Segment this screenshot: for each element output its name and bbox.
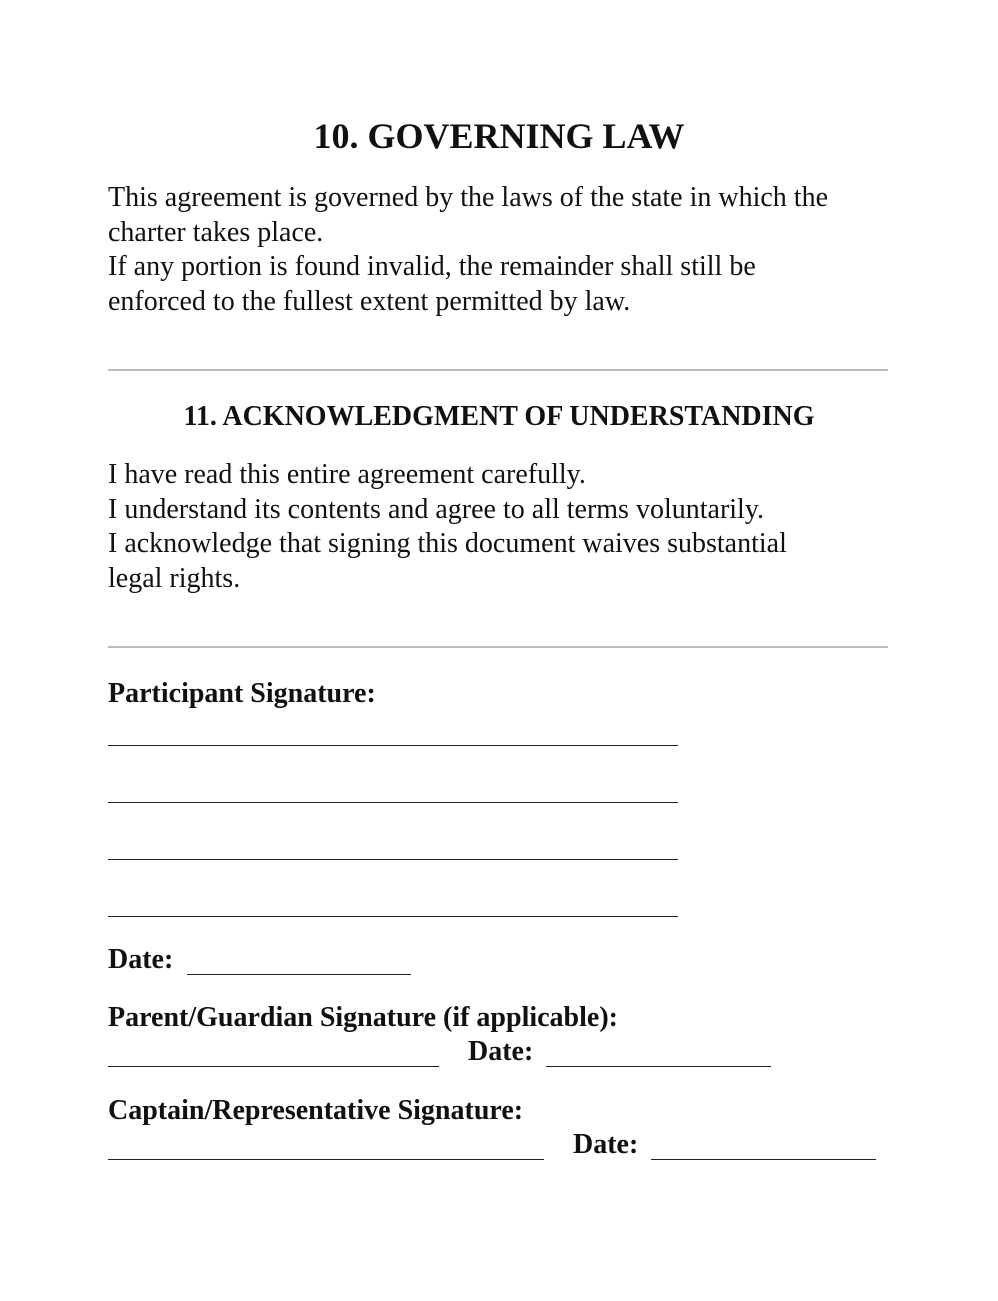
participant-signature-line-4[interactable] [108, 916, 678, 917]
section-10-line: If any portion is found invalid, the remainder shall still be [108, 251, 756, 282]
guardian-signature-label: Parent/Guardian Signature (if applicable): [108, 1002, 618, 1033]
captain-date-line[interactable] [651, 1159, 876, 1160]
captain-date-label: Date: [573, 1129, 639, 1160]
section-10-heading: 10. GOVERNING LAW [313, 116, 685, 156]
guardian-date-label: Date: [468, 1036, 534, 1067]
section-11-line: I understand its contents and agree to all terms voluntarily. [108, 493, 765, 525]
captain-signature-label: Captain/Representative Signature: [108, 1095, 524, 1126]
section-11-body [108, 458, 908, 596]
section-11-line: legal rights. [108, 562, 241, 594]
section-10-line: This agreement is governed by the laws of the state in which the [108, 182, 829, 213]
section-11-line: I have read this entire agreement carefully. [108, 459, 586, 490]
participant-signature-line-3[interactable] [108, 859, 678, 860]
section-10-line: charter takes place. [108, 216, 324, 248]
section-11-line: I acknowledge that signing this document waives substantial [108, 528, 787, 559]
section-10-line: enforced to the fullest extent permitted by law. [108, 285, 631, 317]
participant-signature-label: Participant Signature: [108, 678, 376, 709]
section-divider [108, 646, 888, 648]
participant-date-label: Date: [108, 944, 174, 975]
section-11-heading: 11. ACKNOWLEDGMENT OF UNDERSTANDING [183, 401, 815, 432]
guardian-date-line[interactable] [546, 1066, 771, 1067]
captain-signature-line[interactable] [108, 1159, 544, 1160]
section-divider [108, 369, 888, 371]
participant-signature-line-2[interactable] [108, 802, 678, 803]
participant-date-line[interactable] [187, 974, 411, 975]
section-10-body [108, 181, 908, 319]
participant-signature-line-1[interactable] [108, 745, 678, 746]
guardian-signature-line[interactable] [108, 1066, 439, 1067]
